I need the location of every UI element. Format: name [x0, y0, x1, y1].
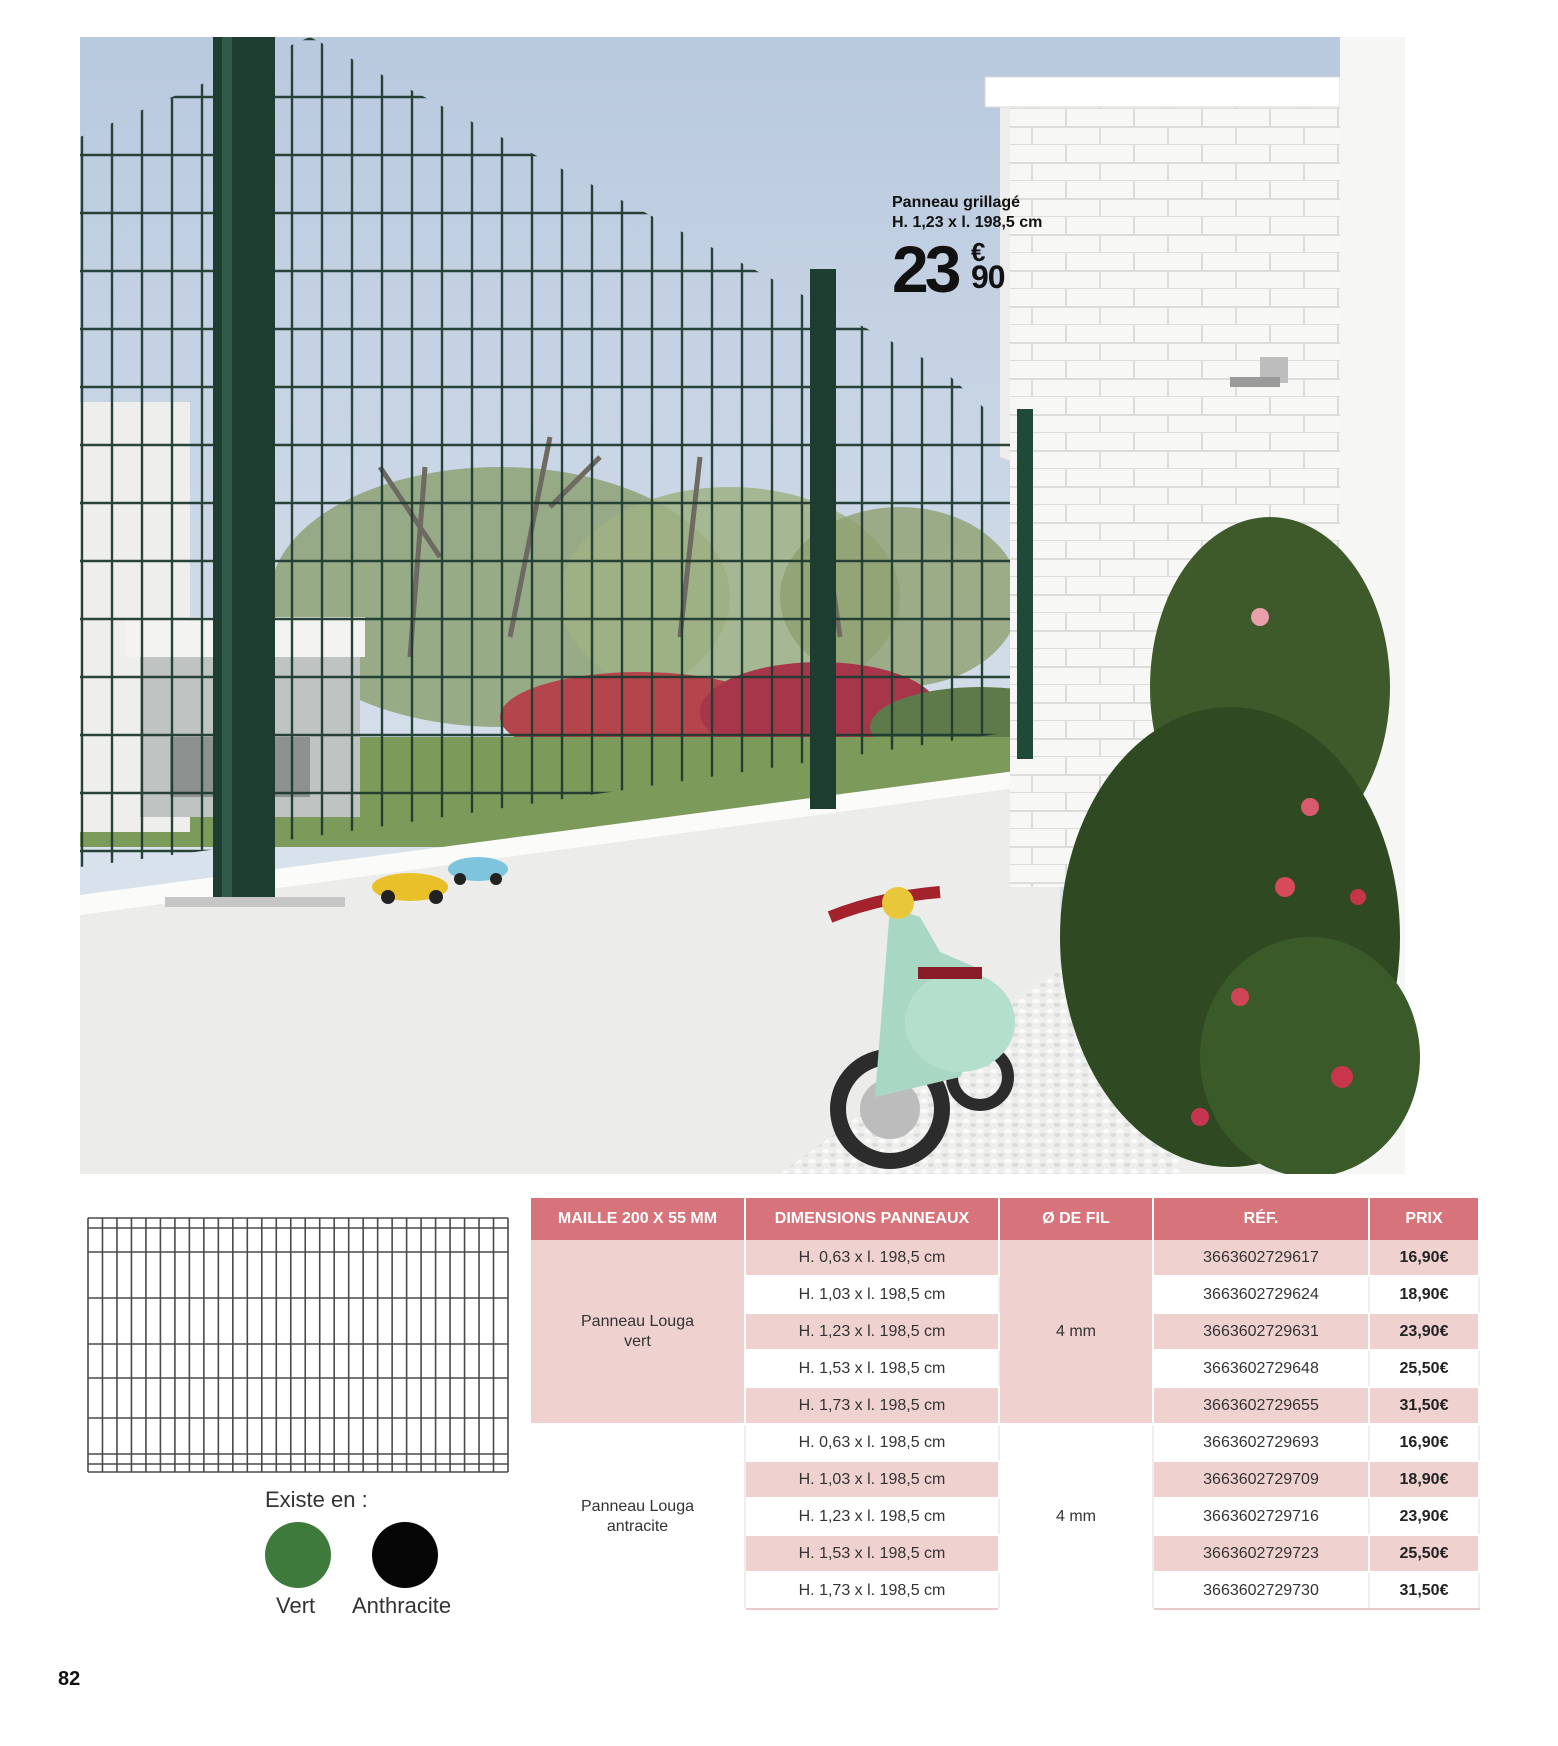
header-price: PRIX [1369, 1198, 1479, 1240]
group-name-line1: Panneau Louga [581, 1312, 694, 1330]
spec-table [531, 1198, 1480, 1610]
cell-price: 23,90€ [1369, 1498, 1479, 1535]
cell-price: 25,50€ [1369, 1535, 1479, 1572]
panel-mesh [88, 1218, 508, 1472]
cell-ref: 3663602729648 [1153, 1350, 1369, 1387]
cell-dimension: H. 1,73 x l. 198,5 cm [745, 1572, 999, 1609]
header-dimensions: DIMENSIONS PANNEAUX [745, 1198, 999, 1240]
cell-dimension: H. 1,03 x l. 198,5 cm [745, 1276, 999, 1313]
cell-dimension: H. 1,53 x l. 198,5 cm [745, 1535, 999, 1572]
header-wire: Ø DE FIL [999, 1198, 1153, 1240]
page-number: 82 [58, 1668, 81, 1690]
price-currency: € [971, 237, 986, 267]
cell-dimension: H. 1,03 x l. 198,5 cm [745, 1461, 999, 1498]
table-header-row [531, 1198, 1479, 1240]
cell-dimension: H. 0,63 x l. 198,5 cm [745, 1240, 999, 1276]
price-callout-amount [892, 232, 1042, 307]
cell-wire: 4 mm [999, 1240, 1153, 1424]
cell-price: 31,50€ [1369, 1387, 1479, 1424]
cell-ref: 3663602729730 [1153, 1572, 1369, 1609]
cell-ref: 3663602729624 [1153, 1276, 1369, 1313]
cell-price: 23,90€ [1369, 1313, 1479, 1350]
cell-ref: 3663602729709 [1153, 1461, 1369, 1498]
group-name-line2: vert [624, 1332, 651, 1350]
swatch-label-anthracite: Anthracite [352, 1593, 452, 1618]
cell-price: 18,90€ [1369, 1461, 1479, 1498]
cell-ref: 3663602729617 [1153, 1240, 1369, 1276]
cell-dimension: H. 1,53 x l. 198,5 cm [745, 1350, 999, 1387]
cell-price: 18,90€ [1369, 1276, 1479, 1313]
panel-drawing [84, 1210, 514, 1485]
price-integer: 23 [892, 232, 958, 306]
header-maille: MAILLE 200 X 55 MM [531, 1198, 745, 1240]
group-name-vert [531, 1240, 745, 1424]
fence-garden-illustration [80, 37, 1480, 1174]
swatch-label-vert: Vert [276, 1593, 316, 1618]
price-callout-title: Panneau grillagé [892, 194, 1021, 211]
cell-ref: 3663602729693 [1153, 1424, 1369, 1461]
cell-dimension: H. 1,23 x l. 198,5 cm [745, 1313, 999, 1350]
price-callout [892, 193, 1042, 307]
cell-dimension: H. 1,73 x l. 198,5 cm [745, 1387, 999, 1424]
group-name-line1: Panneau Louga [581, 1497, 694, 1515]
price-cents: 90 [971, 259, 1005, 295]
hero-photo [80, 37, 1480, 1174]
cell-dimension: H. 1,23 x l. 198,5 cm [745, 1498, 999, 1535]
cell-ref: 3663602729716 [1153, 1498, 1369, 1535]
cell-price: 25,50€ [1369, 1350, 1479, 1387]
swatch-anthracite [372, 1522, 438, 1588]
cell-price: 31,50€ [1369, 1572, 1479, 1609]
cell-ref: 3663602729723 [1153, 1535, 1369, 1572]
table-row [531, 1240, 1479, 1276]
cell-ref: 3663602729655 [1153, 1387, 1369, 1424]
cell-dimension: H. 0,63 x l. 198,5 cm [745, 1424, 999, 1461]
cell-ref: 3663602729631 [1153, 1313, 1369, 1350]
price-callout-dimensions: H. 1,23 x l. 198,5 cm [892, 214, 1043, 231]
group-name-antracite [531, 1424, 745, 1609]
color-options-label: Existe en : [265, 1487, 368, 1512]
cell-wire: 4 mm [999, 1424, 1153, 1609]
group-name-line2: antracite [606, 1517, 669, 1535]
cell-price: 16,90€ [1369, 1240, 1479, 1276]
cell-price: 16,90€ [1369, 1424, 1479, 1461]
table-row [531, 1424, 1479, 1461]
swatch-vert [265, 1522, 331, 1588]
header-ref: RÉF. [1153, 1198, 1369, 1240]
